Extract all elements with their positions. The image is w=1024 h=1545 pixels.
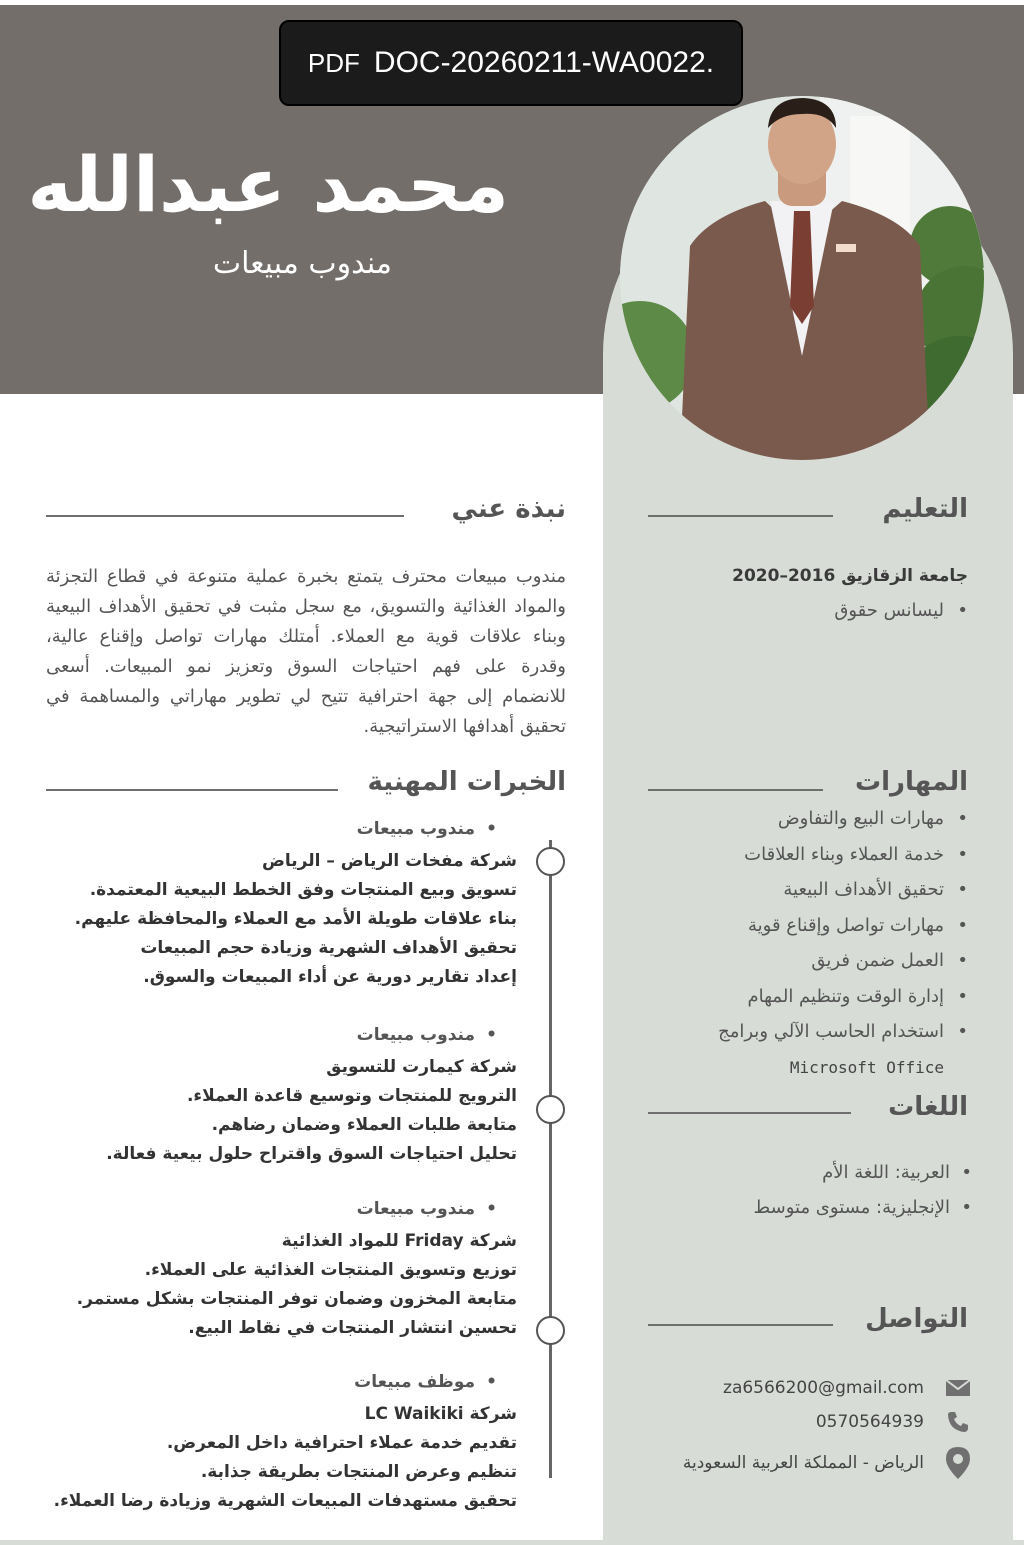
about-title: نبذة عني bbox=[451, 494, 566, 524]
job-title: مندوب مبيعات • bbox=[77, 1196, 475, 1228]
timeline-marker bbox=[536, 1095, 565, 1124]
education-divider bbox=[648, 515, 833, 517]
contact-divider bbox=[648, 1324, 833, 1326]
job-entry bbox=[54, 1369, 517, 1517]
job-title: مندوب مبيعات • bbox=[106, 1022, 475, 1054]
education-degree bbox=[834, 600, 968, 621]
job-duty: تقديم خدمة عملاء احترافية داخل المعرض. bbox=[166, 1433, 517, 1453]
skill-item: استخدام الحاسب الآلي وبرامج • bbox=[624, 1019, 944, 1055]
profile-photo bbox=[620, 96, 984, 460]
about-divider bbox=[46, 515, 404, 517]
timeline-marker bbox=[536, 847, 565, 876]
contact-phone[interactable]: 0570564939 bbox=[815, 1412, 924, 1432]
experience-divider bbox=[46, 789, 338, 791]
job-duty: تحسين انتشار المنتجات في نقاط البيع. bbox=[188, 1318, 517, 1338]
job-company: شركة Friday للمواد الغذائية bbox=[281, 1231, 517, 1251]
skill-item-continuation: Microsoft Office bbox=[789, 1057, 944, 1077]
job-title: موظف مبيعات • bbox=[54, 1369, 475, 1401]
skills-divider bbox=[648, 789, 823, 791]
about-text: مندوب مبيعات محترف يتمتع بخبرة عملية متنوعة في قطاع التجزئة والمواد الغذائية والتسويق، مع سجل مثبت في تحقيق الأهداف البيعية وبناء علاقات قوية مع العملاء. أمتلك مهارات تواصل وإقناع عالية، وقدرة على فهم احتياجات السوق وتعزيز نمو المبيعات. أسعى للانضمام إلى جهة احترافية تتيح لي تطوير مهاراتي والمساهمة في تحقيق أهدافها الاستراتيجية. bbox=[46, 566, 566, 737]
languages-list bbox=[754, 1162, 950, 1232]
file-extension: PDF bbox=[307, 47, 360, 78]
job-duty: تنظيم وعرض المنتجات بطريقة جذابة. bbox=[200, 1462, 517, 1482]
file-name-badge[interactable] bbox=[279, 20, 743, 106]
skill-item: العمل ضمن فريق • bbox=[624, 948, 944, 984]
job-duty: تحليل احتياجات السوق واقتراح حلول بيعية فعالة. bbox=[106, 1144, 517, 1164]
job-company: شركة LC Waikiki bbox=[364, 1404, 517, 1424]
contact-location-row bbox=[683, 1446, 972, 1480]
job-duty: تحقيق مستهدفات المبيعات الشهرية وزيادة رضا العملاء. bbox=[53, 1491, 517, 1511]
languages-divider bbox=[648, 1112, 851, 1114]
language-item: العربية: اللغة الأم • bbox=[754, 1162, 950, 1197]
experience-timeline bbox=[549, 840, 552, 1478]
job-duty: الترويج للمنتجات وتوسيع قاعدة العملاء. bbox=[186, 1086, 517, 1106]
person-role: مندوب مبيعات bbox=[212, 246, 392, 281]
envelope-icon bbox=[944, 1374, 972, 1402]
experience-title: الخبرات المهنية bbox=[367, 767, 566, 797]
skill-item: مهارات تواصل وإقناع قوية • bbox=[624, 913, 944, 949]
job-entry bbox=[77, 1196, 517, 1344]
skill-item: تحقيق الأهداف البيعية • bbox=[624, 877, 944, 913]
language-item: الإنجليزية: مستوى متوسط • bbox=[754, 1197, 950, 1232]
map-pin-icon bbox=[944, 1446, 972, 1480]
skills-list bbox=[624, 806, 944, 1090]
languages-title: اللغات bbox=[888, 1092, 968, 1122]
job-duty: متابعة المخزون وضمان توفر المنتجات بشكل مستمر. bbox=[76, 1289, 517, 1309]
skills-title: المهارات bbox=[854, 767, 968, 797]
skill-item: خدمة العملاء وبناء العلاقات • bbox=[624, 842, 944, 878]
education-degree-text: ليسانس حقوق bbox=[834, 600, 944, 621]
contact-phone-row[interactable] bbox=[816, 1408, 972, 1436]
job-duty: تحقيق الأهداف الشهرية وزيادة حجم المبيعات bbox=[140, 938, 517, 958]
education-title: التعليم bbox=[882, 494, 968, 524]
bullet: • bbox=[957, 600, 968, 621]
contact-title: التواصل bbox=[865, 1304, 968, 1334]
job-duty: تسويق وبيع المنتجات وفق الخطط البيعية المعتمدة. bbox=[89, 880, 517, 900]
job-duty: توزيع وتسويق المنتجات الغذائية على العملاء. bbox=[144, 1260, 517, 1280]
job-entry bbox=[106, 1022, 517, 1170]
file-name: DOC-20260211-WA0022. bbox=[373, 46, 715, 79]
job-entry bbox=[75, 816, 517, 993]
job-company: شركة مفخات الرياض – الرياض bbox=[262, 851, 517, 871]
bottom-border bbox=[0, 1540, 1024, 1545]
contact-email-row[interactable] bbox=[723, 1374, 972, 1402]
skill-item: إدارة الوقت وتنظيم المهام • bbox=[624, 984, 944, 1020]
education-university: جامعة الزقازيق 2016–2020 bbox=[732, 566, 968, 586]
job-duty: بناء علاقات طويلة الأمد مع العملاء والمحافظة عليهم. bbox=[74, 909, 517, 929]
contact-email[interactable]: za6566200@gmail.com bbox=[723, 1378, 924, 1398]
timeline-marker bbox=[536, 1316, 565, 1345]
job-company: شركة كيمارت للتسويق bbox=[326, 1057, 517, 1077]
job-duty: إعداد تقارير دورية عن أداء المبيعات والسوق. bbox=[143, 967, 517, 987]
job-title: مندوب مبيعات • bbox=[75, 816, 475, 848]
person-name: محمد عبدالله bbox=[27, 140, 509, 229]
skill-item: مهارات البيع والتفاوض • bbox=[624, 806, 944, 842]
contact-location: الرياض - المملكة العربية السعودية bbox=[682, 1453, 924, 1473]
phone-icon bbox=[944, 1408, 972, 1436]
job-duty: متابعة طلبات العملاء وضمان رضاهم. bbox=[211, 1115, 517, 1135]
